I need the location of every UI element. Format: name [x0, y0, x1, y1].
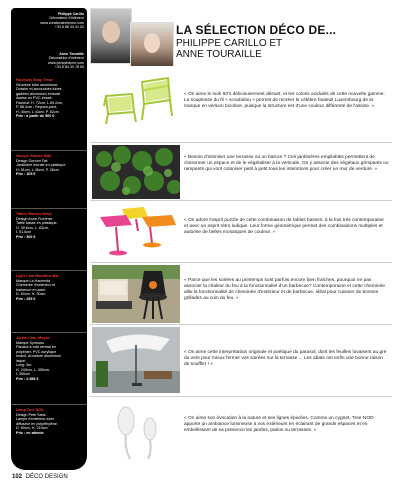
spec-heading: Fauteuils Easy Teepe	[16, 78, 54, 82]
spec-line: Dossier et accoudoirs tubes	[16, 87, 62, 91]
spec-line: Long: 5m.	[16, 363, 33, 367]
product-image-easy-chairs	[92, 66, 180, 128]
spec-line: barbecue en acier	[16, 287, 46, 292]
spec-price: Prix : 2.589 €	[16, 376, 39, 381]
credit-2-site: www.perspectime.com	[48, 60, 84, 65]
spec-section-2	[16, 154, 86, 177]
spec-heading: Vasque Garden Wall	[16, 154, 52, 158]
spec-section-3	[16, 212, 86, 239]
page-subtitle	[176, 38, 282, 60]
left-column	[11, 8, 87, 470]
quote-2: « Besoin d'intimiser une terrasse ou un balcon ? Ces jardinières empilables permettent de cloisonner un espace et de le végétaliser à la verticale. On y associe des végétaux grimpants ou rampants qui vont coloniser petit à petit tous les interstices pour créer un mur de verdure. »	[184, 155, 389, 172]
spec-section-5	[16, 336, 86, 381]
spec-line: Marque Symowa	[16, 340, 44, 345]
spec-line: Cheminée d'extérieur et	[16, 283, 56, 287]
spec-line: Lampe d'extérieur avec	[16, 417, 55, 421]
divider	[90, 396, 392, 397]
credit-2-name: Anne Touraille	[59, 52, 84, 56]
quote-6: « On aime son évocation à la nature et ses lignes épurées. Comme un cygnet, Tree NOD apporte un ambiance lumineuse à vos extérieurs en éclairant de grands espaces et en embellissant de sa présence les jardins, patios ou terrasses. »	[184, 416, 374, 433]
spec-heading: Light Chat Mauritius Bar	[16, 274, 59, 278]
spec-line: H. 39,6cm, L. 63cm,	[16, 225, 49, 230]
divider	[11, 208, 87, 209]
spec-line: Marque La Hacienda	[16, 278, 51, 283]
credit-1-name: Philippe Carillo	[57, 12, 84, 16]
spec-line: laqué.	[16, 358, 27, 363]
face-shape	[102, 21, 120, 43]
spec-heading: Jardin Chic, Moyen	[16, 336, 50, 340]
credit-1	[11, 12, 87, 30]
quote-3: « On adore l'esprit puzzle de cette combinaison de tables basses, à la fois très contemporaine et avec un esprit rétro ludique. Leur forme géométrique permet des combinaisons multiples et autorise de belles mosaïques de couleur. »	[184, 218, 384, 235]
product-image-fireplace	[92, 265, 180, 323]
spec-line: polyester, PVC acrylique	[16, 349, 57, 354]
spec-line: diffuseur en polyéthylène.	[16, 421, 58, 426]
quote-1: « On aime le look 60's délicieusement désuet, et les coloris acidulés de cette nouvelle gamme. La souplesse du fil « scoubidou » permet de recréer le célèbre fauteuil Luxembourg de la marque en version bicolore, puisque la structure est d'une couleur différente de l'assise. »	[184, 92, 385, 109]
spec-line: Parasol à mât central en	[16, 345, 56, 349]
divider	[90, 324, 392, 325]
spec-line: I. 51,6cm	[16, 230, 32, 234]
spec-line: Design Anne-Florence	[16, 216, 53, 221]
divider	[90, 262, 392, 263]
spec-price: Prix : 306 €	[16, 234, 36, 239]
spec-line: H. 245cm, L. 350cm,	[16, 367, 51, 372]
spec-price: Prix : en attente	[16, 430, 44, 435]
spec-line: D. 60cm, H. 90cm	[16, 292, 46, 296]
credit-1-site: www.creationsinterieur.com	[40, 20, 84, 25]
section-name: DÉCO DESIGN	[25, 474, 68, 480]
portrait-anne-touraille	[130, 22, 174, 72]
spec-price: Prix : à partir de 560 €	[16, 114, 55, 118]
spec-line: Table basse en plastique.	[16, 221, 58, 225]
quote-4: « Parce que les soirées au printemps sont parfois encore bien fraîches, pourquoi ne pas associer la chaleur du feu à la fonctionnalité d'un barbecue? Contemporaine et cette cheminée allie la fonctionnalité de cheminée d'extérieur et de barbecue, idéal pour cuisiner de bonnes grillades au coin du feu. »	[184, 278, 385, 301]
spec-line: P. 86,4cm ; Repose-pied,	[16, 105, 58, 109]
quote-5: « On aime cette interprétation originale et poétique du parasol, dont les feuilles lovaisent au gré du vent pour mieux fermer vos soirées sur la terrasse ... Les abats ont enfin une bonne raison de souffler ! »	[184, 350, 387, 367]
spec-line: Design Gordon Tait	[16, 158, 48, 163]
divider	[11, 404, 87, 405]
spec-price: Prix : 105 €	[16, 172, 36, 176]
subtitle-line-2: ANNE TOURAILLE	[176, 49, 262, 60]
spec-line: Assise en PVC tressé.	[16, 96, 53, 100]
credit-2-role: Décoratrice d'intérieur	[48, 56, 84, 61]
spec-heading: Lamp Tree NOD	[16, 408, 44, 412]
divider	[11, 270, 87, 271]
spec-heading: Tables Basses Roka	[16, 212, 52, 216]
spec-line: H. 51cm, L 46cm, P. 26cm	[16, 167, 59, 172]
spec-line: Jardinière murale en plastique	[16, 163, 66, 167]
credit-2	[11, 52, 87, 70]
spec-section-1	[16, 78, 86, 119]
portrait-philippe-carillo	[90, 8, 132, 64]
divider	[90, 142, 392, 143]
spec-section-6	[16, 408, 86, 435]
page-number: 102	[12, 474, 23, 480]
spec-line: H. 40cm, L 43cm, P. 62cm	[16, 109, 59, 114]
face-shape	[144, 33, 160, 53]
page-footer	[12, 474, 68, 480]
divider	[90, 200, 392, 201]
spec-line: Fauteuil: H. 72cm, L.69,2cm,	[16, 100, 64, 105]
credit-1-phone: +33 6 88 43 41 02	[54, 25, 84, 30]
spec-line: I. 350cm	[16, 372, 31, 376]
divider	[11, 150, 87, 151]
spec-line: Design Pete Sans	[16, 412, 46, 417]
spec-line: Structure tube aluminium;	[16, 82, 59, 87]
product-image-parasol	[92, 327, 180, 393]
spec-line: D. 60cm, H. 210cm	[16, 426, 48, 430]
product-image-roka-tables	[92, 203, 180, 259]
subtitle-line-1: PHILIPPE CARILLO ET	[176, 38, 283, 49]
product-image-garden-wall	[92, 145, 180, 199]
spec-line: galbées aluminium extrudé.	[16, 91, 62, 96]
spec-line: enduit. Armature aluminium	[16, 354, 61, 358]
credit-2-phone: +33 6 84 30 78 55	[54, 65, 84, 70]
spec-section-4	[16, 274, 86, 301]
page-title: LA SÉLECTION DÉCO DE...	[176, 23, 337, 37]
divider	[11, 332, 87, 333]
credit-1-role: Décorateur d'intérieur	[49, 16, 84, 21]
spec-price: Prix : 299 €	[16, 296, 36, 301]
product-image-tree-lamp	[92, 399, 180, 463]
